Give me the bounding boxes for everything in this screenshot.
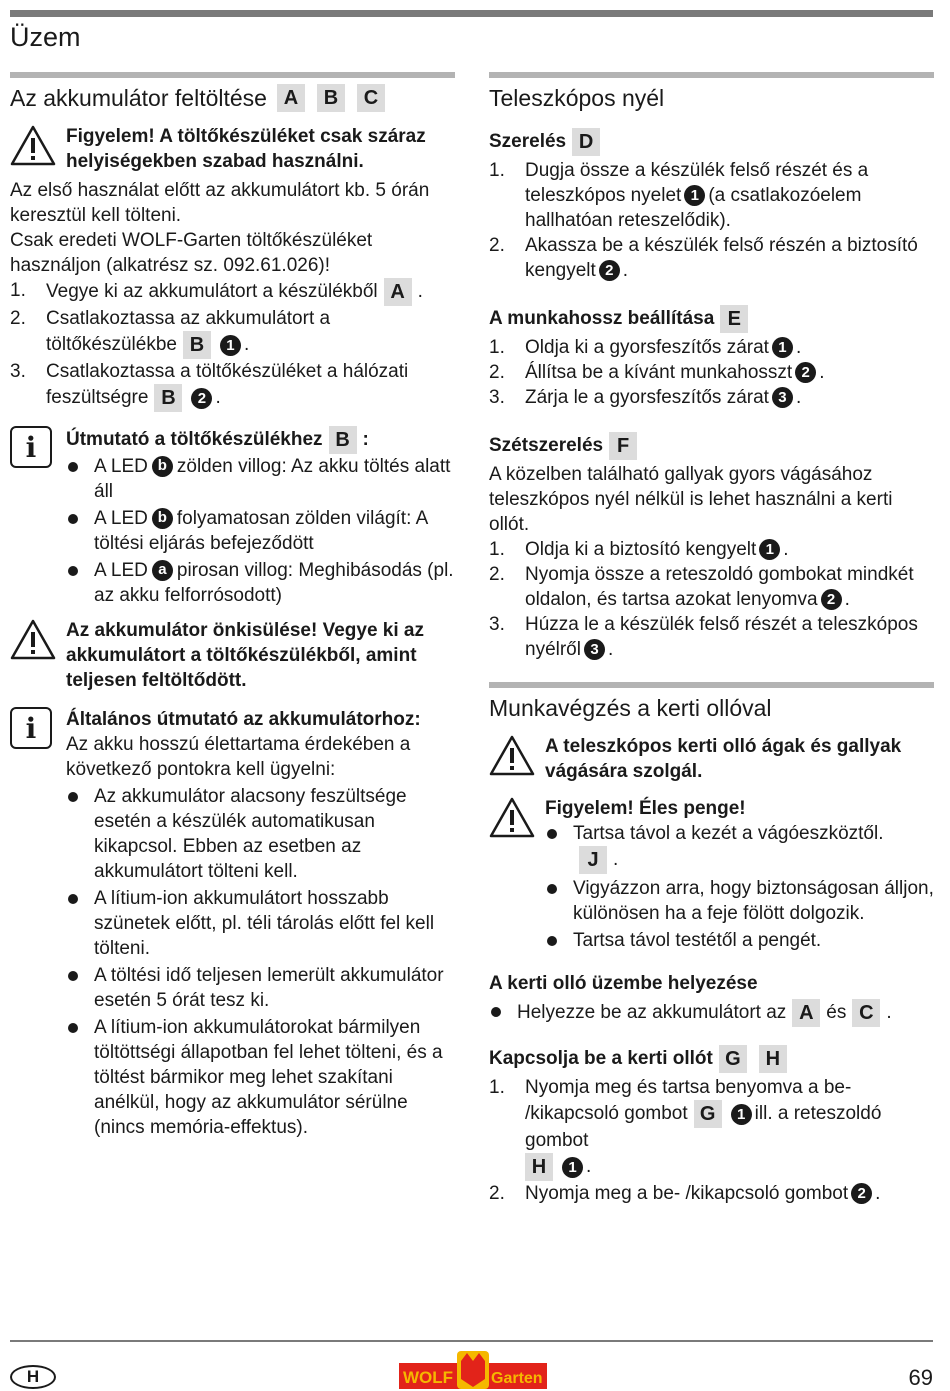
warning-notice: [10, 618, 455, 693]
dismount-steps: [489, 537, 934, 662]
top-rule: [10, 10, 933, 17]
figure-tag: H: [525, 1153, 553, 1181]
callout-number: 2: [795, 362, 816, 383]
list-item: 3. Csatlakoztassa a töltőkészüléket a hálózati feszültségre B 2 .: [10, 359, 455, 412]
mount-steps: [489, 158, 934, 283]
callout-number: 1: [684, 185, 705, 206]
figure-tag: B: [154, 384, 182, 412]
callout-number: 3: [772, 387, 793, 408]
page-title: Üzem: [10, 22, 81, 52]
list-item: Tartsa távol a kezét a vágóeszköztől. J .: [545, 821, 934, 874]
list-item: A LED b folyamatosan zölden világít: A töltési eljárás befejeződött: [66, 506, 455, 556]
figure-tag: F: [609, 432, 637, 460]
warning-triangle-icon: [489, 734, 535, 776]
warning-text: Az akkumulátor önkisülése! Vegye ki az akkumulátort a töltőkészülékből, amint teljesen feltöltődött.: [66, 620, 424, 691]
led-letter: b: [152, 456, 173, 477]
list-item: 1. Vegye ki az akkumulátort a készülékből A .: [10, 278, 455, 306]
warning-notice: [489, 734, 934, 784]
info-notice: [10, 426, 455, 608]
figure-tag: A: [277, 84, 305, 112]
figure-tag: A: [792, 999, 820, 1027]
figure-tag: J: [579, 846, 607, 874]
section-rule: [10, 72, 455, 78]
list-item: Az akkumulátor alacsony feszültsége esetén a készülék automatikusan kikapcsol. Ebben az esetben az akkumulátort tölteni kell.: [66, 784, 455, 884]
warning-triangle-icon: [489, 796, 535, 838]
callout-number: 1: [731, 1104, 752, 1125]
warning-text: A teleszkópos kerti olló ágak és gallyak vágására szolgál.: [545, 736, 902, 782]
info-title: Általános útmutató az akkumulátorhoz:: [66, 709, 421, 730]
list-item: Tartsa távol testétől a pengét.: [545, 928, 934, 953]
figure-tag: B: [317, 84, 345, 112]
figure-tag: D: [572, 128, 600, 156]
list-item: A töltési idő teljesen lemerült akkumulátor esetén 5 órát tesz ki.: [66, 963, 455, 1013]
section-rule: [489, 682, 934, 688]
figure-tag: A: [384, 278, 412, 306]
list-item: 1. Oldja ki a gyorsfeszítős zárat 1 .: [489, 337, 802, 358]
switch-steps: [489, 1075, 934, 1206]
info-icon: i: [10, 707, 52, 749]
left-column: [10, 72, 455, 1144]
section-title-telescopic: Teleszkópos nyél: [489, 85, 665, 111]
subsection-title: Szétszerelés F: [489, 432, 934, 460]
section-title-charge: Az akkumulátor feltöltése A B C: [10, 82, 455, 114]
section-rule: [489, 72, 934, 78]
figure-tag: G: [694, 1100, 722, 1128]
list-item: 2. Állítsa be a kívánt munkahosszt 2 .: [489, 362, 825, 383]
figure-tag: C: [852, 999, 880, 1027]
callout-number: 3: [584, 639, 605, 660]
language-badge: H: [10, 1365, 56, 1389]
list-item: 3. Zárja le a gyorsfeszítős zárat 3 .: [489, 387, 802, 408]
figure-tag: B: [329, 426, 357, 454]
right-column: [489, 72, 934, 1206]
figure-tag: H: [759, 1045, 787, 1073]
battery-tips-list: [66, 784, 455, 1140]
start-list: [489, 999, 934, 1027]
callout-number: 2: [851, 1183, 872, 1204]
figure-tag: C: [357, 84, 385, 112]
list-item: 3. Húzza le a készülék felső részét a teleszkópos nyélről 3 .: [489, 614, 918, 660]
callout-number: 2: [599, 260, 620, 281]
warning-notice: [489, 796, 934, 953]
paragraph: Csak eredeti WOLF-Garten töltőkészüléket használjon (alkatrész sz. 092.61.026)!: [10, 230, 373, 276]
warning-text: Figyelem! Éles penge!: [545, 798, 746, 819]
callout-number: 1: [220, 335, 241, 356]
length-steps: [489, 335, 934, 410]
warning-triangle-icon: [10, 618, 56, 660]
logo-garten-text: Garten: [491, 1370, 543, 1387]
blade-warning-list: [545, 821, 934, 953]
footer-rule: [10, 1340, 933, 1342]
info-title: Útmutató a töltőkészülékhez B :: [66, 426, 455, 454]
info-notice: [10, 707, 455, 1140]
paragraph: Az akku hosszú élettartama érdekében a következő pontokra kell ügyelni:: [66, 734, 411, 780]
callout-number: 1: [772, 337, 793, 358]
figure-tag: E: [720, 305, 748, 333]
warning-triangle-icon: [10, 124, 56, 166]
info-icon: i: [10, 426, 52, 468]
wolf-garten-logo: [399, 1349, 547, 1391]
charge-steps: [10, 278, 455, 412]
warning-notice: [10, 124, 455, 174]
figure-tag: B: [183, 331, 211, 359]
list-item: Helyezze be az akkumulátort az A és C .: [489, 999, 934, 1027]
list-item: 2. Csatlakoztassa az akkumulátort a töltőkészülékbe B 1 .: [10, 306, 455, 359]
paragraph: A közelben található gallyak gyors vágásához teleszkópos nyél nélkül is lehet használni a kerti ollót.: [489, 464, 893, 535]
page-number: 69: [908, 1365, 933, 1390]
led-letter: a: [152, 560, 173, 581]
list-item: Vigyázzon arra, hogy biztonságosan álljon, különösen ha a feje fölött dolgozik.: [545, 876, 934, 926]
callout-number: 1: [759, 539, 780, 560]
figure-tag: G: [719, 1045, 747, 1073]
list-item: A LED a pirosan villog: Meghibásodás (pl. az akku felforrósodott): [66, 558, 455, 608]
subsection-title: A kerti olló üzembe helyezése: [489, 973, 758, 994]
list-item: 2. Nyomja meg a be- /kikapcsoló gombot 2 .: [489, 1183, 881, 1204]
list-item: 1. Nyomja meg és tartsa benyomva a be- /kikapcsoló gombot G 1 ill. a reteszoldó gombot H 1 .: [489, 1075, 934, 1181]
led-letter: b: [152, 508, 173, 529]
callout-number: 2: [821, 589, 842, 610]
warning-text: Figyelem! A töltőkészüléket csak száraz helyiségekben szabad használni.: [66, 126, 426, 172]
subsection-title: A munkahossz beállítása E: [489, 305, 934, 333]
paragraph: Az első használat előtt az akkumulátort kb. 5 órán keresztül kell tölteni.: [10, 180, 430, 226]
section-title-work: Munkavégzés a kerti ollóval: [489, 695, 772, 721]
list-item: 1. Oldja ki a biztosító kengyelt 1 .: [489, 539, 789, 560]
callout-number: 1: [562, 1157, 583, 1178]
list-item: A lítium-ion akkumulátort hosszabb szünetek előtt, pl. téli tárolás előtt fel kell tölteni.: [66, 886, 455, 961]
list-item: 1. Dugja össze a készülék felső részét és a teleszkópos nyelet 1 (a csatlakozóelem hallhatóan reteszelődik).: [489, 160, 869, 231]
list-item: A LED b zölden villog: Az akku töltés alatt áll: [66, 454, 455, 504]
led-list: [66, 454, 455, 608]
list-item: 2. Akassza be a készülék felső részén a biztosító kengyelt 2 .: [489, 235, 918, 281]
subsection-title: Szerelés D: [489, 128, 934, 156]
list-item: 2. Nyomja össze a reteszoldó gombokat mindkét oldalon, és tartsa azokat lenyomva 2 .: [489, 564, 914, 610]
callout-number: 2: [191, 388, 212, 409]
subsection-title: Kapcsolja be a kerti ollót G H: [489, 1045, 934, 1073]
list-item: A lítium-ion akkumulátorokat bármilyen töltöttségi állapotban fel lehet tölteni, és a töltést bármikor meg lehet szakítani anélkül, hogy az akkumulátor sérülne (nincs memória-effektus).: [66, 1015, 455, 1140]
logo-wolf-text: WOLF: [403, 1368, 454, 1387]
